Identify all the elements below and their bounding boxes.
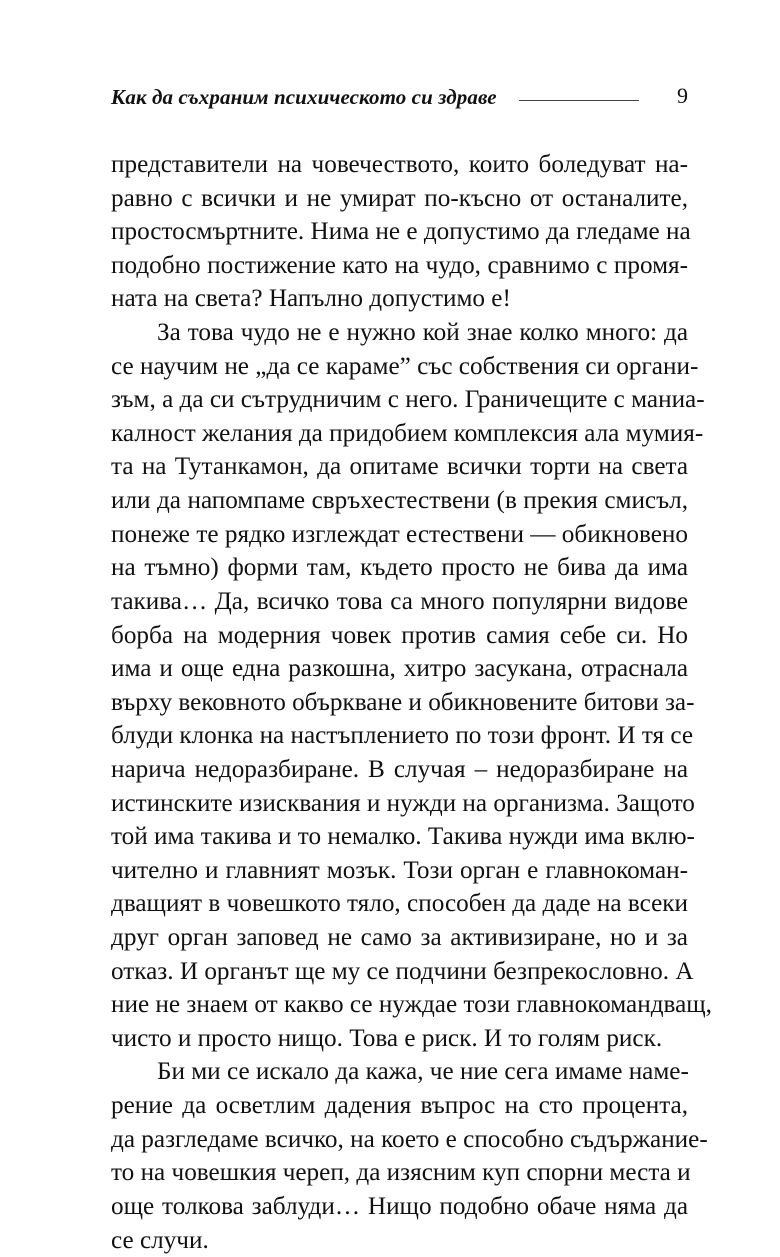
text-line: такива… Да, всичко това са много популярни видове [111,585,688,619]
text-line: отказ. И органът ще му се подчини безпрекословно. А [111,955,688,989]
page-number: 9 [677,83,688,109]
running-title: Как да съхраним психическото си здраве [111,85,497,110]
text-line: друг орган заповед не само за активизиране, но и за [111,921,688,955]
text-line: та на Тутанкамон, да опитаме всички торти на света [111,450,688,484]
text-line: борба на модерния човек против самия себе си. Но [111,619,688,653]
text-line: чисто и просто нищо. Това е риск. И то голям риск. [111,1022,688,1056]
text-line: Би ми се искало да кажа, че ние сега имаме наме- [111,1055,688,1089]
text-line: понеже те рядко изглеждат естествени — обикновено [111,518,688,552]
text-line: нарича недоразбиране. В случая – недоразбиране на [111,753,688,787]
text-line: ната на света? Напълно допустимо е! [111,282,688,316]
text-line: блуди клонка на настъплението по този фронт. И тя се [111,719,688,753]
text-line: чително и главният мозък. Този орган е главнокоман- [111,854,688,888]
text-line: има и още една разкошна, хитро засукана, отраснала [111,652,688,686]
paragraph-1 [111,148,688,316]
text-line: дващият в човешкото тяло, способен да даде на всеки [111,887,688,921]
text-line: За това чудо не е нужно кой знае колко много: да [111,316,688,350]
running-header [111,80,688,116]
text-line: простосмъртните. Нима не е допустимо да гледаме на [111,215,688,249]
text-line: истинските изисквания и нужди на организма. Защото [111,787,688,821]
text-line: равно с всички и не умират по-късно от останалите, [111,182,688,216]
text-line: на тъмно) форми там, където просто не бива да има [111,551,688,585]
text-line: подобно постижение като на чудо, сравнимо с промя- [111,249,688,283]
paragraph-3 [111,1055,688,1257]
text-line: то на човешкия череп, да изясним куп спорни места и [111,1156,688,1190]
header-rule [519,100,639,101]
text-line: калност желания да придобием комплексия ала мумия- [111,417,688,451]
text-line: рение да осветлим дадения въпрос на сто процента, [111,1089,688,1123]
paragraph-2 [111,316,688,1055]
text-line: зъм, а да си сътрудничим с него. Граничещите с маниа- [111,383,688,417]
text-line: се научим не „да се караме” със собствения си органи- [111,350,688,384]
text-line: върху вековното объркване и обикновените битови за- [111,686,688,720]
text-line: или да напомпаме свръхестествени (в прекия смисъл, [111,484,688,518]
text-line: ние не знаем от какво се нуждае този главнокомандващ, [111,988,688,1022]
text-line: да разгледаме всичко, на което е способно съдържание- [111,1123,688,1157]
text-line: представители на човечеството, които боледуват на- [111,148,688,182]
text-line: още толкова заблуди… Нищо подобно обаче няма да [111,1190,688,1224]
body-text [111,148,688,1257]
text-line: се случи. [111,1224,688,1257]
text-line: той има такива и то немалко. Такива нужди има вклю- [111,820,688,854]
